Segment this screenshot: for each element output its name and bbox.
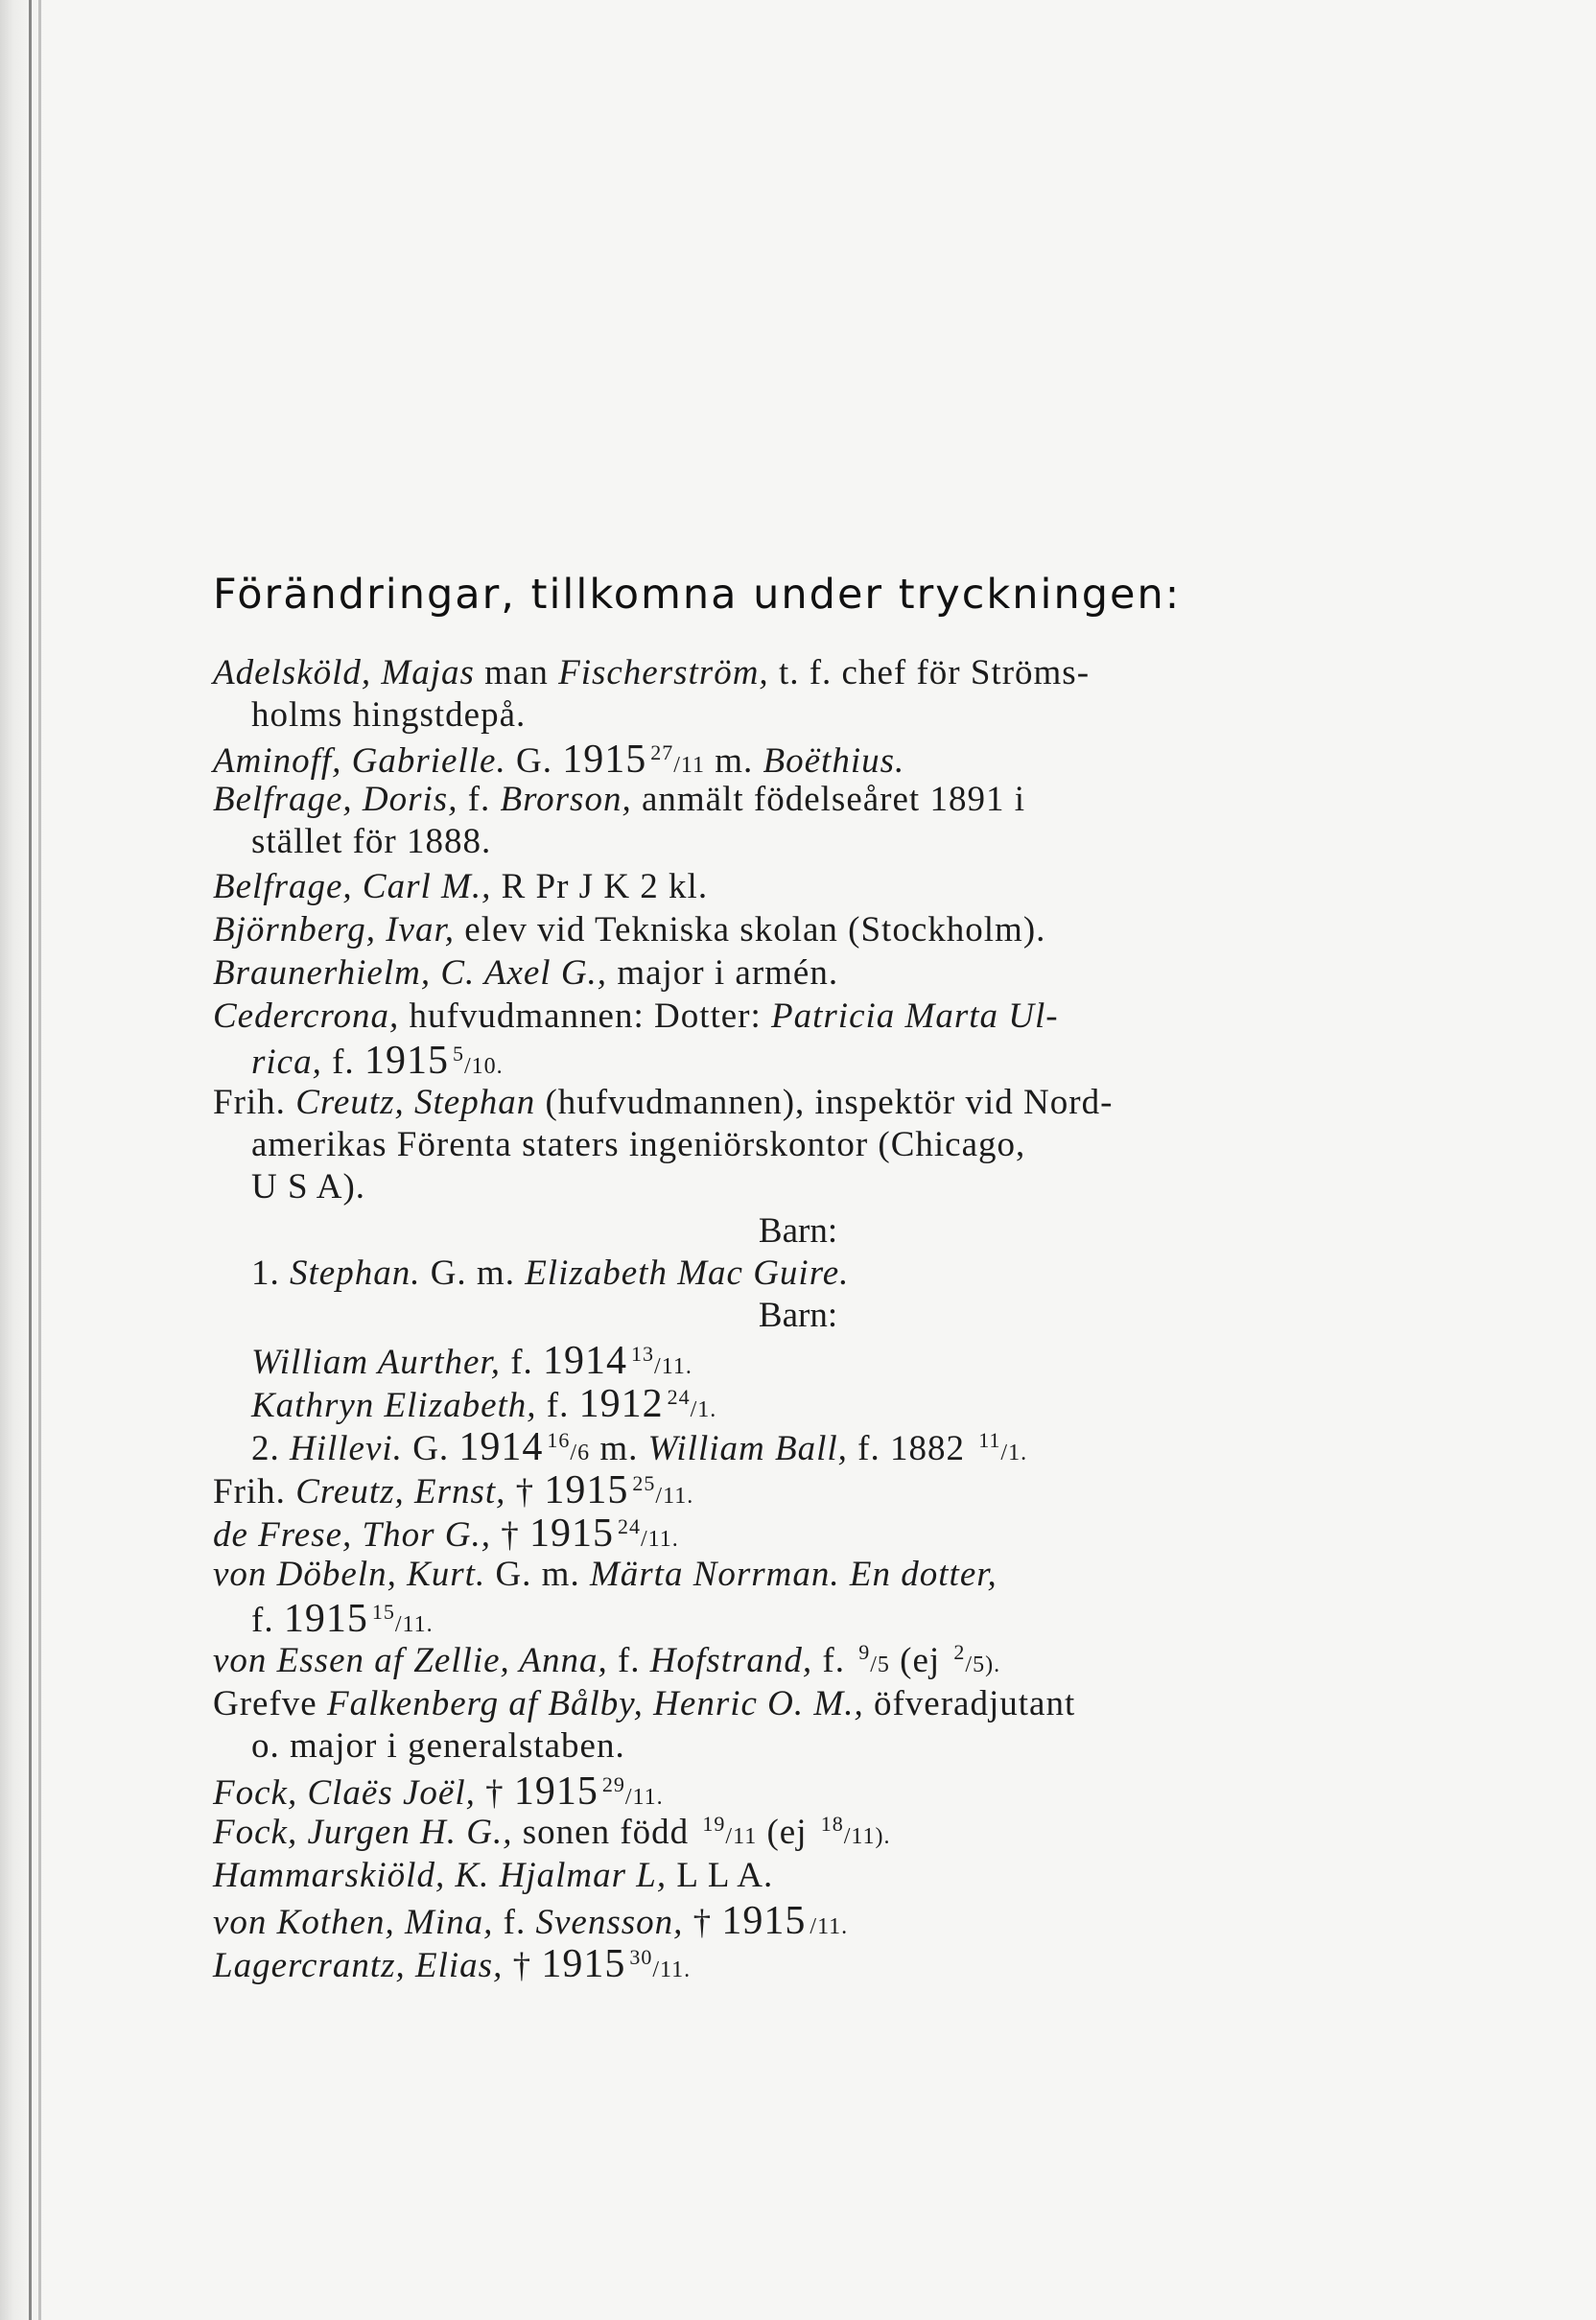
entry-falkenberg: Grefve Falkenberg af Bålby, Henric O. M., öfveradjutant [213, 1684, 1076, 1723]
entry-adelskold: Adelsköld, Majas man Fischerström, t. f. chef för Ströms- [213, 653, 1091, 692]
section-heading: Förändringar, tillkomna under tryckningen: [213, 571, 1182, 619]
entry-aminoff: Aminoff, Gabrielle. G. 1915 $^{27}$/11 m. Boëthius. [213, 738, 905, 782]
entry-von-dobeln: von Döbeln, Kurt. G. m. Märta Norrman. En dotter, [213, 1555, 998, 1594]
entry-belfrage-doris-cont: stället för 1888. [251, 822, 492, 861]
entry-child-stephan: 1. Stephan. G. m. Elizabeth Mac Guire. [251, 1254, 850, 1293]
entry-belfrage-doris: Belfrage, Doris, f. Brorson, anmält födelseåret 1891 i [213, 780, 1025, 819]
entry-creutz-stephan: Frih. Creutz, Stephan (hufvudmannen), inspektör vid Nord- [213, 1083, 1114, 1122]
entry-bjornberg: Björnberg, Ivar, elev vid Tekniska skolan (Stockholm). [213, 910, 1046, 949]
entry-fock-claes: Fock, Claës Joël, † 1915 $^{29}$/11. [213, 1769, 664, 1814]
entry-hammarskiold: Hammarskiöld, K. Hjalmar L, L L A. [213, 1856, 774, 1895]
subheading-barn: Barn: [758, 1296, 838, 1335]
entry-de-frese: de Frese, Thor G., † 1915 $^{24}$/11. [213, 1512, 679, 1556]
entry-creutz-stephan-cont2: U S A). [251, 1167, 366, 1207]
entry-cedercrona: Cedercrona, hufvudmannen: Dotter: Patricia Marta Ul- [213, 996, 1059, 1036]
entry-fock-jurgen: Fock, Jurgen H. G., sonen född $^{19}$/11 (ej $^{18}$/11). [213, 1812, 891, 1852]
entry-creutz-ernst: Frih. Creutz, Ernst, † 1915 $^{25}$/11. [213, 1468, 694, 1512]
entry-belfrage-carl: Belfrage, Carl M., R Pr J K 2 kl. [213, 867, 709, 906]
entry-kathryn-elizabeth: Kathryn Elizabeth, f. 1912 $^{24}$/1. [251, 1382, 717, 1426]
entry-von-kothen: von Kothen, Mina, f. Svensson, † 1915 /11. [213, 1899, 849, 1943]
entry-creutz-stephan-cont1: amerikas Förenta staters ingeniörskontor (Chicago, [251, 1125, 1026, 1164]
entry-von-dobeln-cont: f. 1915 $^{15}$/11. [251, 1597, 434, 1641]
subheading-barn: Barn: [758, 1211, 838, 1251]
binding-shadow-line [38, 0, 41, 2320]
entry-cedercrona-cont: rica, f. 1915 $^5$/10. [251, 1039, 504, 1083]
entry-william-aurther: William Aurther, f. 1914 $^{13}$/11. [251, 1339, 692, 1383]
binding-shadow-line [29, 0, 32, 2320]
entry-von-essen: von Essen af Zellie, Anna, f. Hofstrand, f. $^9$/5 (ej $^2$/5). [213, 1640, 1001, 1680]
entry-braunerhielm: Braunerhielm, C. Axel G., major i armén. [213, 953, 839, 993]
entry-lagercrantz: Lagercrantz, Elias, † 1915 $^{30}$/11. [213, 1942, 692, 1986]
entry-adelskold-cont: holms hingstdepå. [251, 695, 527, 735]
entry-child-hillevi: 2. Hillevi. G. 1914 $^{16}$/6 m. William Ball, f. 1882 $^{11}$/1. [251, 1425, 1028, 1469]
entry-falkenberg-cont: o. major i generalstaben. [251, 1726, 625, 1766]
